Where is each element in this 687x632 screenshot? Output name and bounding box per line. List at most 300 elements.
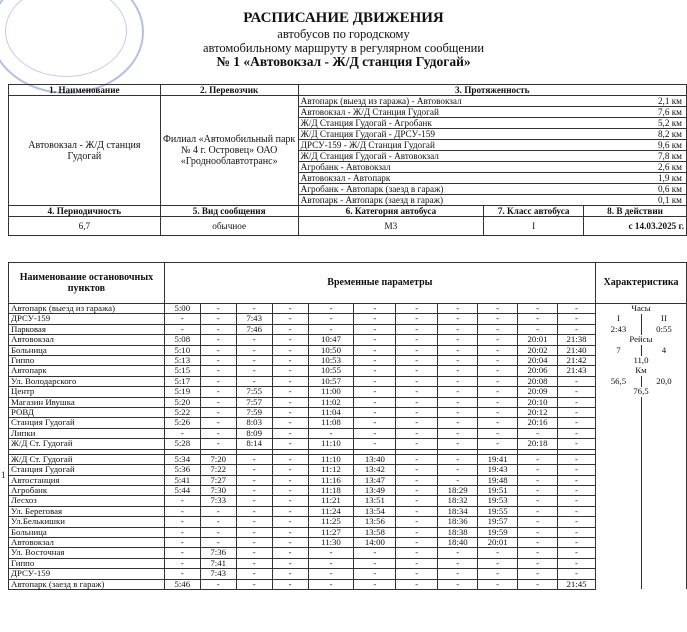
time-cell: - (438, 548, 478, 558)
time-cell: - (236, 465, 272, 475)
time-cell: - (558, 569, 596, 579)
time-cell: - (354, 356, 396, 366)
time-cell: - (272, 345, 308, 355)
time-cell: - (396, 537, 438, 547)
time-cell: - (558, 387, 596, 397)
segment-row (298, 118, 686, 129)
time-cell: 5:19 (164, 387, 200, 397)
category-value: М3 (298, 217, 484, 236)
time-cell: 19:51 (478, 485, 518, 495)
characteristic-value: 0:55 (641, 324, 686, 334)
time-cell: - (396, 475, 438, 485)
time-cell: - (518, 454, 558, 464)
time-cell: - (518, 496, 558, 506)
time-cell: 13:47 (354, 475, 396, 485)
time-cell: - (518, 465, 558, 475)
stop-name: ДРСУ-159 (9, 569, 165, 579)
time-cell: 13:56 (354, 517, 396, 527)
characteristic-value: I (595, 314, 641, 324)
time-cell: 11:30 (308, 537, 354, 547)
time-cell: 19:43 (478, 465, 518, 475)
time-cell: - (354, 569, 396, 579)
time-cell: - (200, 579, 236, 589)
time-cell: - (200, 506, 236, 516)
carrier-cell: Филиал «Автомобильный парк № 4 г. Островец» ОАО «Гроднооблавтотранс» (160, 96, 298, 206)
characteristic-empty (595, 548, 641, 558)
time-cell: 5:28 (164, 439, 200, 449)
time-cell: - (272, 506, 308, 516)
stop-name: Ул. Восточная (9, 548, 165, 558)
time-cell: - (438, 335, 478, 345)
table-row (9, 366, 687, 376)
time-cell: - (518, 506, 558, 516)
characteristic-empty (641, 579, 686, 589)
time-cell: - (558, 439, 596, 449)
header-carrier: 2. Перевозчик (160, 85, 298, 96)
header-name: 1. Наименование (9, 85, 161, 96)
route-title: № 1 «Автовокзал - Ж/Д станция Гудогай» (216, 54, 471, 69)
time-cell: - (354, 387, 396, 397)
stop-name: Автовокзал (9, 335, 165, 345)
time-cell: - (396, 517, 438, 527)
time-cell: - (396, 548, 438, 558)
segment-name: Ж/Д Станция Гудогай - Автовокзал (300, 151, 439, 161)
time-cell: - (478, 397, 518, 407)
characteristic-empty (595, 517, 641, 527)
time-cell: - (272, 397, 308, 407)
time-cell: - (518, 304, 558, 314)
segment-km: 9,6 км (657, 140, 682, 150)
characteristic-value: Рейсы (595, 335, 686, 345)
time-cell: - (396, 314, 438, 324)
time-cell: - (308, 314, 354, 324)
time-cell: 20:16 (518, 418, 558, 428)
time-cell: - (272, 475, 308, 485)
time-cell: - (478, 356, 518, 366)
time-cell: - (558, 517, 596, 527)
table-row (9, 558, 687, 568)
time-cell: - (236, 527, 272, 537)
table-row (9, 304, 687, 314)
page-title: РАСПИСАНИЕ ДВИЖЕНИЯ (243, 10, 444, 26)
stop-name: Автопарк (выезд из гаража) (9, 304, 165, 314)
time-cell: - (558, 548, 596, 558)
time-cell: - (236, 376, 272, 386)
time-cell: 20:01 (518, 335, 558, 345)
service-type-value: обычное (160, 217, 298, 236)
time-cell: - (478, 408, 518, 418)
time-cell: - (518, 475, 558, 485)
time-cell: - (478, 428, 518, 438)
time-cell: 11:02 (308, 397, 354, 407)
class-value: I (484, 217, 584, 236)
time-cell: 18:40 (438, 537, 478, 547)
characteristic-empty (595, 506, 641, 516)
time-cell: - (396, 465, 438, 475)
time-cell: - (396, 558, 438, 568)
stop-name: Ж/Д Ст. Гудогай (9, 454, 165, 464)
time-cell: 5:08 (164, 335, 200, 345)
time-cell: - (308, 548, 354, 558)
time-cell: - (396, 454, 438, 464)
time-cell: 11:24 (308, 506, 354, 516)
time-cell: - (272, 485, 308, 495)
time-cell: 18:34 (438, 506, 478, 516)
time-cell: - (164, 506, 200, 516)
characteristic-empty (641, 465, 686, 475)
time-cell: - (354, 304, 396, 314)
time-cell: - (478, 548, 518, 558)
time-cell: - (478, 324, 518, 334)
time-cell: - (164, 428, 200, 438)
time-cell: - (478, 569, 518, 579)
side-mark: 1 (1, 470, 6, 480)
time-cell: 20:09 (518, 387, 558, 397)
characteristic-empty (595, 569, 641, 579)
characteristic-value: 2:43 (595, 324, 641, 334)
stop-name: Автовокзал (9, 537, 165, 547)
time-cell: - (558, 537, 596, 547)
time-cell: - (396, 569, 438, 579)
header-periodicity: 4. Периодичность (9, 206, 161, 217)
time-cell: - (396, 439, 438, 449)
time-cell: - (518, 569, 558, 579)
characteristic-empty (595, 428, 641, 438)
time-cell: 5:13 (164, 356, 200, 366)
time-cell: - (558, 454, 596, 464)
time-cell: - (438, 366, 478, 376)
table-row (9, 496, 687, 506)
time-cell: 7:41 (200, 558, 236, 568)
time-cell: - (272, 527, 308, 537)
time-cell: - (308, 569, 354, 579)
valid-value: с 14.03.2025 г. (584, 217, 687, 236)
time-cell: 5:10 (164, 345, 200, 355)
time-cell: 5:41 (164, 475, 200, 485)
time-cell: 7:59 (236, 408, 272, 418)
table-row (9, 335, 687, 345)
segment-km: 1,9 км (657, 173, 682, 183)
table-row (9, 579, 687, 589)
characteristic-empty (595, 537, 641, 547)
time-cell: 7:36 (200, 548, 236, 558)
table-row (9, 345, 687, 355)
segment-row (298, 140, 686, 151)
table-row (9, 569, 687, 579)
time-cell: 11:10 (308, 439, 354, 449)
time-cell: - (478, 558, 518, 568)
time-cell: 11:27 (308, 527, 354, 537)
time-cell: 8:14 (236, 439, 272, 449)
time-cell: - (354, 366, 396, 376)
characteristic-empty (641, 506, 686, 516)
time-cell: 14:00 (354, 537, 396, 547)
table-row (9, 517, 687, 527)
time-cell: - (272, 304, 308, 314)
table-row (9, 428, 687, 438)
time-cell: 10:47 (308, 335, 354, 345)
time-cell: - (200, 397, 236, 407)
time-cell: - (438, 408, 478, 418)
characteristic-empty (595, 558, 641, 568)
time-cell: 13:51 (354, 496, 396, 506)
time-cell: - (236, 517, 272, 527)
stop-name: Ул.Белькишки (9, 517, 165, 527)
time-cell: - (164, 517, 200, 527)
time-cell: - (396, 496, 438, 506)
time-cell: 19:59 (478, 527, 518, 537)
time-cell: 20:01 (478, 537, 518, 547)
time-cell: - (478, 579, 518, 589)
segment-row (298, 96, 686, 107)
column-characteristics: Характеристика (595, 263, 686, 304)
characteristic-empty (641, 517, 686, 527)
time-cell: - (164, 558, 200, 568)
time-cell: - (236, 579, 272, 589)
time-cell: - (200, 324, 236, 334)
time-cell: - (518, 558, 558, 568)
time-cell: - (272, 324, 308, 334)
characteristic-value: 11,0 (595, 356, 686, 366)
stop-name: ДРСУ-159 (9, 314, 165, 324)
header-length: 3. Протяженность (298, 85, 686, 96)
time-cell: - (354, 408, 396, 418)
characteristic-empty (595, 439, 641, 449)
table-row (9, 537, 687, 547)
time-cell: 13:54 (354, 506, 396, 516)
periodicity-value: 6,7 (9, 217, 161, 236)
time-cell: - (396, 376, 438, 386)
time-cell: 21:38 (558, 335, 596, 345)
time-cell: 11:08 (308, 418, 354, 428)
time-cell: - (478, 366, 518, 376)
characteristic-empty (641, 397, 686, 407)
time-cell: - (200, 439, 236, 449)
time-cell: - (200, 345, 236, 355)
time-cell: - (272, 496, 308, 506)
characteristic-empty (641, 496, 686, 506)
segment-km: 0,6 км (657, 184, 682, 194)
time-cell: 11:12 (308, 465, 354, 475)
characteristic-empty (595, 397, 641, 407)
time-cell: - (518, 428, 558, 438)
time-cell: 19:53 (478, 496, 518, 506)
time-cell: - (272, 558, 308, 568)
time-cell: - (438, 376, 478, 386)
time-cell: - (558, 475, 596, 485)
time-cell: 13:58 (354, 527, 396, 537)
characteristic-empty (595, 454, 641, 464)
time-cell: - (354, 335, 396, 345)
time-cell: - (272, 439, 308, 449)
time-cell: - (518, 579, 558, 589)
stop-name: Агробанк (9, 485, 165, 495)
time-cell: 20:10 (518, 397, 558, 407)
time-cell: - (396, 366, 438, 376)
stop-name: Гиппо (9, 558, 165, 568)
time-cell: 19:41 (478, 454, 518, 464)
table-row (9, 418, 687, 428)
time-cell: - (164, 324, 200, 334)
time-cell: 10:50 (308, 345, 354, 355)
column-stops: Наименование остановочных пунктов (9, 263, 165, 304)
stop-name: Центр (9, 387, 165, 397)
time-cell: 7:43 (236, 314, 272, 324)
time-cell: 20:04 (518, 356, 558, 366)
time-cell: 13:49 (354, 485, 396, 495)
time-cell: - (438, 418, 478, 428)
time-cell: - (558, 485, 596, 495)
stop-name: Ул. Володарского (9, 376, 165, 386)
time-cell: - (558, 304, 596, 314)
segment-name: Автопарк - Автопарк (заезд в гараж) (300, 195, 444, 205)
time-cell: 21:40 (558, 345, 596, 355)
time-cell: - (354, 314, 396, 324)
characteristic-empty (641, 558, 686, 568)
time-cell: - (438, 387, 478, 397)
time-cell: - (558, 408, 596, 418)
time-cell: 5:36 (164, 465, 200, 475)
time-cell: 19:48 (478, 475, 518, 485)
time-cell: - (236, 304, 272, 314)
time-cell: - (438, 569, 478, 579)
time-cell: - (558, 428, 596, 438)
table-row (9, 454, 687, 464)
time-cell: - (478, 439, 518, 449)
characteristic-empty (595, 485, 641, 495)
time-cell: - (236, 537, 272, 547)
subtitle-line-1: автобусов по городскому (277, 27, 410, 41)
time-cell: 21:43 (558, 366, 596, 376)
time-cell: 5:46 (164, 579, 200, 589)
time-cell: - (518, 517, 558, 527)
time-cell: - (272, 517, 308, 527)
time-cell: - (558, 465, 596, 475)
stop-name: Автостанция (9, 475, 165, 485)
time-cell: 18:29 (438, 485, 478, 495)
time-cell: - (236, 356, 272, 366)
time-cell: - (396, 345, 438, 355)
time-cell: - (164, 537, 200, 547)
characteristic-empty (641, 439, 686, 449)
time-cell: - (272, 537, 308, 547)
time-cell: - (200, 428, 236, 438)
time-cell: 7:33 (200, 496, 236, 506)
time-cell: - (200, 356, 236, 366)
time-cell: 7:27 (200, 475, 236, 485)
time-cell: - (236, 548, 272, 558)
time-cell: - (438, 439, 478, 449)
time-cell: - (164, 496, 200, 506)
time-cell: 7:55 (236, 387, 272, 397)
time-cell: - (236, 335, 272, 345)
time-cell: - (236, 475, 272, 485)
time-cell: - (200, 527, 236, 537)
time-cell: - (308, 558, 354, 568)
characteristic-empty (641, 454, 686, 464)
time-cell: 11:10 (308, 454, 354, 464)
table-row (9, 527, 687, 537)
time-cell: - (396, 428, 438, 438)
time-cell: 5:26 (164, 418, 200, 428)
time-cell: - (272, 418, 308, 428)
schedule-table (8, 262, 687, 590)
segment-row (298, 162, 686, 173)
time-cell: - (354, 579, 396, 589)
characteristic-value: 4 (641, 345, 686, 355)
header-class: 7. Класс автобуса (484, 206, 584, 217)
time-cell: - (558, 496, 596, 506)
time-cell: - (200, 304, 236, 314)
time-cell: - (354, 428, 396, 438)
time-cell: - (558, 324, 596, 334)
time-cell: - (272, 387, 308, 397)
time-cell: 18:38 (438, 527, 478, 537)
segment-name: Ж/Д Станция Гудогай - ДРСУ-159 (300, 129, 435, 139)
time-cell: 21:45 (558, 579, 596, 589)
time-cell: - (236, 454, 272, 464)
time-cell: 7:30 (200, 485, 236, 495)
characteristic-empty (641, 418, 686, 428)
table-row (9, 387, 687, 397)
characteristic-value: 56,5 (595, 376, 641, 386)
time-cell: 18:36 (438, 517, 478, 527)
stop-name: РОВД (9, 408, 165, 418)
characteristic-empty (641, 527, 686, 537)
table-row (9, 397, 687, 407)
time-cell: - (236, 569, 272, 579)
time-cell: - (396, 335, 438, 345)
segment-name: Ж/Д Станция Гудогай - Агробанк (300, 118, 432, 128)
characteristic-empty (595, 527, 641, 537)
time-cell: - (272, 335, 308, 345)
time-cell: - (272, 548, 308, 558)
characteristic-empty (595, 475, 641, 485)
stop-name: Гиппо (9, 356, 165, 366)
segment-name: Агробанк - Автовокзал (300, 162, 391, 172)
stop-name: Больница (9, 527, 165, 537)
time-cell: - (272, 579, 308, 589)
time-cell: - (164, 569, 200, 579)
time-cell: - (308, 428, 354, 438)
time-cell: 19:55 (478, 506, 518, 516)
time-cell: 8:09 (236, 428, 272, 438)
time-cell: - (396, 397, 438, 407)
time-cell: - (272, 408, 308, 418)
time-cell: - (558, 558, 596, 568)
time-cell: 5:17 (164, 376, 200, 386)
stop-name: Лесхоз (9, 496, 165, 506)
time-cell: - (396, 485, 438, 495)
time-cell: 21:42 (558, 356, 596, 366)
characteristic-value: Часы (595, 304, 686, 314)
header-service-type: 5. Вид сообщения (160, 206, 298, 217)
route-info-table (8, 84, 687, 236)
time-cell: - (354, 397, 396, 407)
time-cell: 10:55 (308, 366, 354, 376)
segment-km: 5,2 км (657, 118, 682, 128)
stop-name: Ул. Береговая (9, 506, 165, 516)
time-cell: - (354, 376, 396, 386)
time-cell: 20:06 (518, 366, 558, 376)
header-valid: 8. В действии (584, 206, 687, 217)
table-row (9, 485, 687, 495)
stop-name: Автопарк (9, 366, 165, 376)
time-cell: - (518, 314, 558, 324)
time-cell: - (396, 579, 438, 589)
characteristic-empty (641, 569, 686, 579)
time-cell: - (478, 387, 518, 397)
